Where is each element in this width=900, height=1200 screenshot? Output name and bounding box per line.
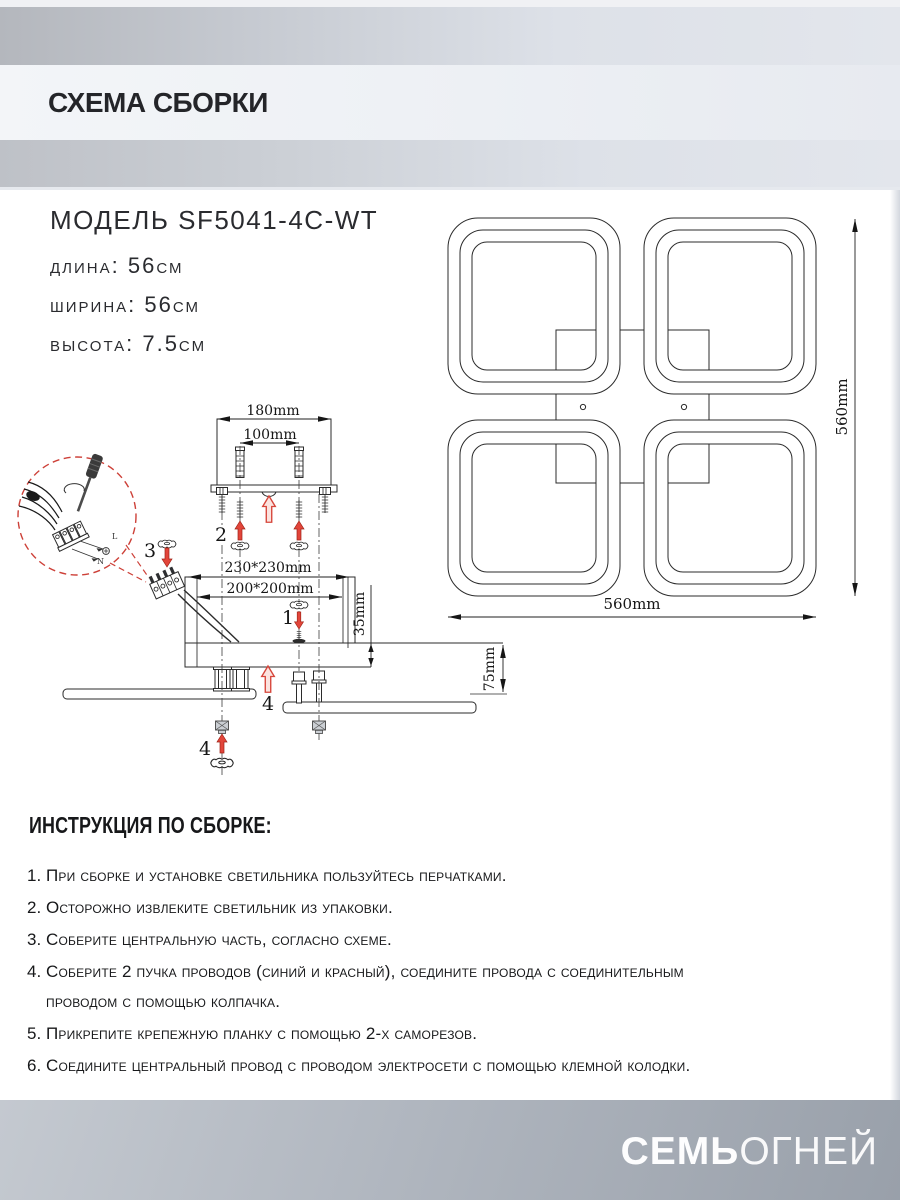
part-label-4a: 4 <box>261 693 275 715</box>
header-band-top <box>0 7 900 65</box>
assembly-instructions <box>27 812 883 1088</box>
washer-left <box>231 542 249 550</box>
arrow-down-step3 <box>162 548 172 567</box>
step-text: При сборке и установке светильника пользуйтесь перчатками. <box>46 866 507 885</box>
washer-step3 <box>158 540 176 548</box>
dim-label-canopy-inner: 200*200mm <box>226 581 314 597</box>
instruction-step-4 <box>27 962 883 1011</box>
step-text: Соедините центральный провод с проводом электросети с помощью клемной колодки. <box>46 1056 691 1075</box>
step-text-line1: Соберите 2 пучка проводов (синий и красный), соедините провода с соединительным <box>46 962 684 981</box>
part-label-1: 1 <box>281 607 295 629</box>
brand-light: ОГНЕЙ <box>739 1130 878 1173</box>
top-view-fixture <box>448 218 855 617</box>
model-title: МОДЕЛЬ SF5041-4C-WT <box>50 205 379 235</box>
dim-label-bracket-width: 180mm <box>246 403 300 419</box>
model-height: высота: 7.5см <box>50 331 207 356</box>
arrow-up-screw-right <box>294 521 304 540</box>
instructions-list <box>27 866 883 1075</box>
rotate-arrow <box>64 484 84 493</box>
mounting-bracket <box>211 403 337 518</box>
ring-module-bottom-left <box>448 420 620 596</box>
callout-circle <box>18 457 136 575</box>
step-text-line2: проводом с помощью колпачка. <box>46 992 281 1011</box>
plate-hole-right <box>681 404 686 409</box>
instruction-step-6 <box>27 1056 883 1075</box>
bracket-screw-right <box>320 488 331 495</box>
part-label-2: 2 <box>214 524 228 546</box>
side-view-assembly <box>18 403 507 776</box>
callout-wires <box>19 482 62 530</box>
model-length: длина: 56см <box>50 253 184 278</box>
ring-module-bottom-right <box>644 420 816 596</box>
header-band-bottom <box>0 140 900 187</box>
arrow-up-bottom <box>217 734 227 753</box>
standoff-post-right <box>232 667 250 691</box>
dim-label-overall-height: 560mm <box>833 378 851 436</box>
instruction-step-1 <box>27 866 883 885</box>
step-text <box>46 962 684 1011</box>
terminal-letter-l: L <box>112 532 118 541</box>
step-number: 3. <box>27 930 42 949</box>
ring-module-top-right <box>644 218 816 394</box>
dim-label-canopy-height: 35mm <box>352 591 368 637</box>
instructions-heading: ИНСТРУКЦИЯ ПО СБОРКЕ: <box>29 812 272 838</box>
brand-bold: СЕМЬ <box>620 1130 740 1173</box>
step-number: 2. <box>27 898 42 917</box>
arrow-up-screw-left <box>235 521 245 540</box>
step-number: 4. <box>27 962 42 981</box>
page-footer <box>0 1100 900 1200</box>
fixture-bar-right <box>283 702 476 713</box>
instruction-step-2 <box>27 898 883 917</box>
terminal-letter-n: N <box>97 557 104 566</box>
page-header <box>0 0 900 190</box>
step-number: 5. <box>27 1024 42 1043</box>
dim-label-overall-width: 560mm <box>603 595 661 613</box>
step-text: Осторожно извлеките светильник из упаковки. <box>46 898 393 917</box>
step-number: 6. <box>27 1056 42 1075</box>
part-label-3: 3 <box>143 540 157 562</box>
step-number: 1. <box>27 866 42 885</box>
ring-module-top-left <box>448 218 620 394</box>
header-top-strip <box>0 0 900 7</box>
arrow-up-canopy <box>262 666 275 692</box>
part-label-4b: 4 <box>198 738 212 760</box>
instruction-step-3 <box>27 930 883 949</box>
callout-terminal-block <box>52 521 90 552</box>
terminal-connector <box>147 565 185 599</box>
plate-hole-left <box>580 404 585 409</box>
step-text: Соберите центральную часть, согласно схеме. <box>46 930 392 949</box>
fixing-bolt-left <box>292 672 306 703</box>
dim-label-canopy-outer: 230*230mm <box>224 560 312 576</box>
step-text: Прикрепите крепежную планку с помощью 2-х саморезов. <box>46 1024 478 1043</box>
dim-label-mount-height: 75mm <box>482 646 498 692</box>
center-washer <box>293 639 306 643</box>
page-edge-shadow <box>890 190 900 1100</box>
header-band-mid <box>0 65 900 140</box>
lock-nut-left <box>216 721 229 734</box>
page-title: СХЕМА СБОРКИ <box>48 87 268 118</box>
washer-right <box>290 542 308 550</box>
arrow-up-bracket-center <box>263 496 276 522</box>
standoff-post-left <box>214 667 232 691</box>
dim-label-holes-span: 100mm <box>243 427 297 443</box>
bracket-screw-left <box>217 488 228 495</box>
decorative-washer-bottom <box>211 758 234 767</box>
instruction-step-5 <box>27 1024 883 1043</box>
lock-nut-right <box>313 721 326 734</box>
model-width: ширина: 56см <box>50 292 201 317</box>
screwdriver-icon <box>73 453 104 513</box>
wiring-callout <box>18 453 149 582</box>
brand-logo <box>621 1130 878 1174</box>
technical-drawing <box>0 190 900 802</box>
